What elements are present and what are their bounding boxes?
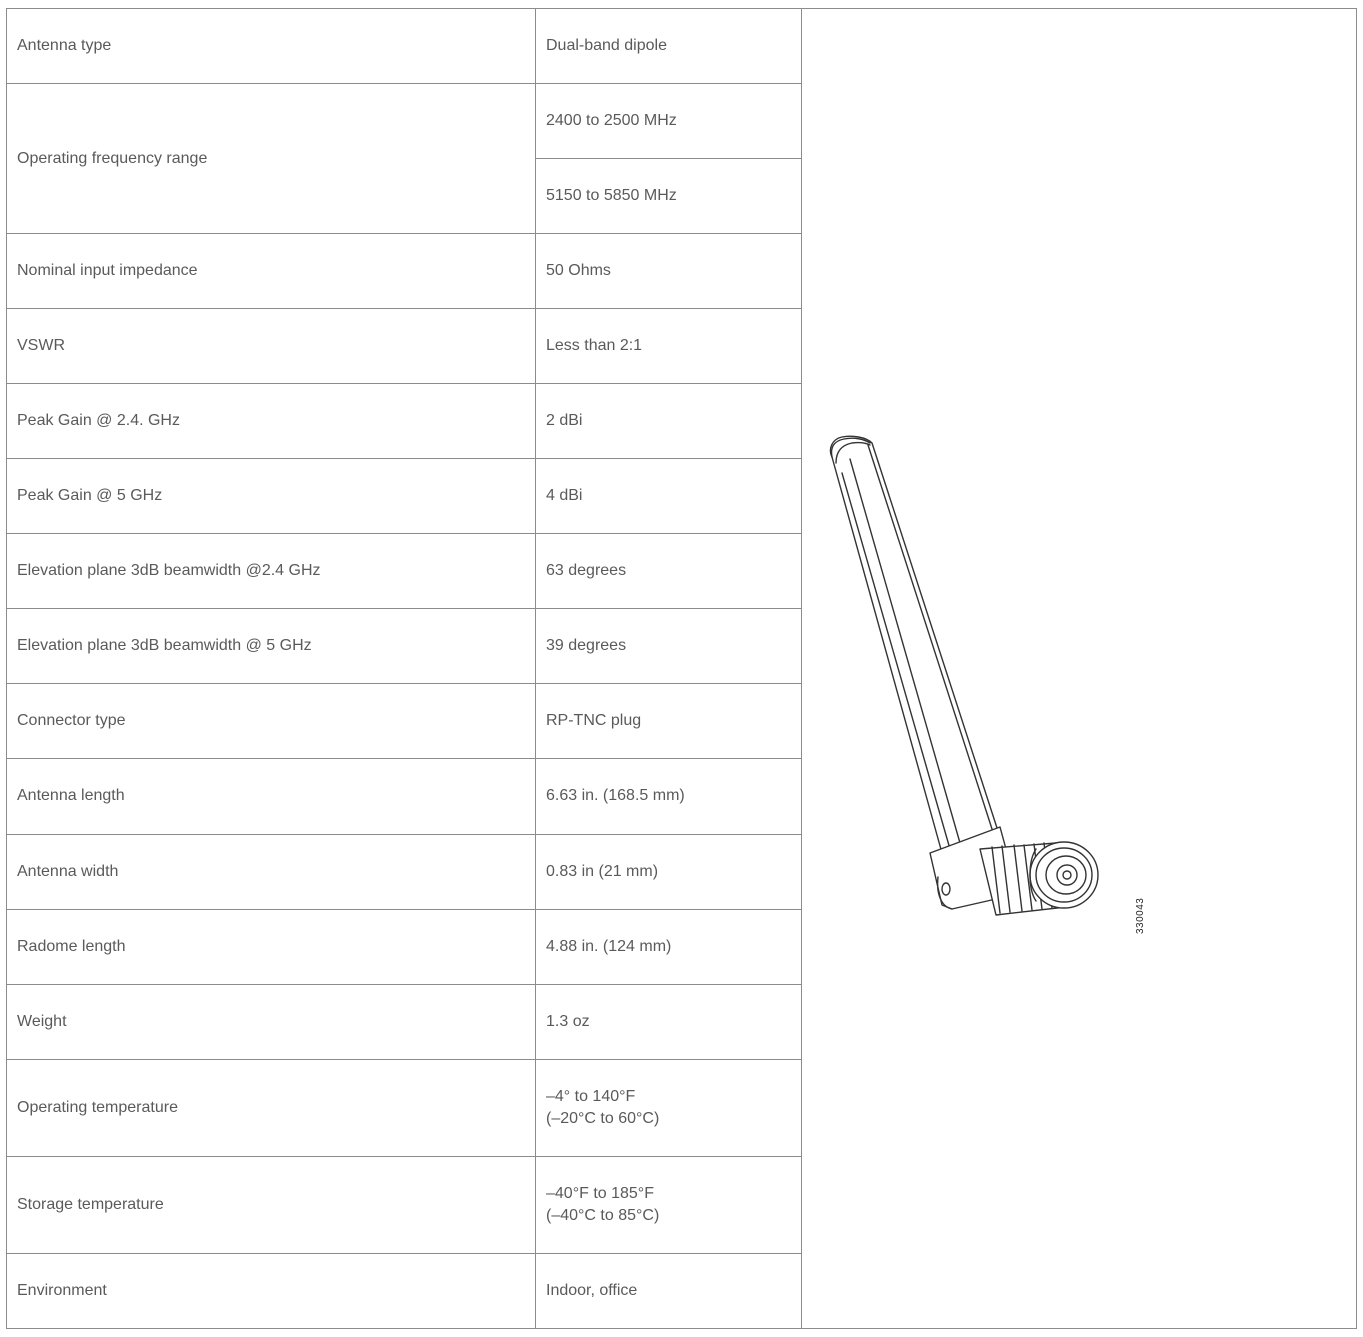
spec-label: Antenna length — [7, 759, 536, 834]
spec-value: 5150 to 5850 MHz — [536, 159, 802, 234]
spec-value: 39 degrees — [536, 609, 802, 684]
spec-value: 4.88 in. (124 mm) — [536, 909, 802, 984]
spec-label: Elevation plane 3dB beamwidth @ 5 GHz — [7, 609, 536, 684]
spec-label: Elevation plane 3dB beamwidth @2.4 GHz — [7, 534, 536, 609]
spec-value: Indoor, office — [536, 1253, 802, 1328]
antenna-spec-table-container — [6, 8, 1356, 1329]
spec-label: Antenna width — [7, 834, 536, 909]
antenna-spec-table — [6, 8, 1357, 1329]
spec-value: 63 degrees — [536, 534, 802, 609]
spec-value: 4 dBi — [536, 459, 802, 534]
spec-value: RP-TNC plug — [536, 684, 802, 759]
figure-id-label: 330043 — [1135, 897, 1146, 934]
spec-value: 50 Ohms — [536, 234, 802, 309]
antenna-illustration — [820, 429, 1146, 969]
spec-value: Less than 2:1 — [536, 309, 802, 384]
spec-value-line: –40°F to 185°F — [546, 1184, 654, 1202]
spec-value: 6.63 in. (168.5 mm) — [536, 759, 802, 834]
spec-value — [536, 1156, 802, 1253]
antenna-image-cell — [802, 9, 1357, 1329]
spec-label: Operating frequency range — [7, 84, 536, 234]
spec-value: Dual-band dipole — [536, 9, 802, 84]
spec-label: Connector type — [7, 684, 536, 759]
spec-label: Nominal input impedance — [7, 234, 536, 309]
spec-label: Weight — [7, 984, 536, 1059]
spec-label: Radome length — [7, 909, 536, 984]
spec-value: 2 dBi — [536, 384, 802, 459]
spec-label: Environment — [7, 1253, 536, 1328]
spec-label: Storage temperature — [7, 1156, 536, 1253]
spec-value: 2400 to 2500 MHz — [536, 84, 802, 159]
spec-value-line: (–20°C to 60°C) — [546, 1109, 660, 1127]
spec-value — [536, 1059, 802, 1156]
spec-label: VSWR — [7, 309, 536, 384]
spec-value-line: (–40°C to 85°C) — [546, 1206, 660, 1224]
spec-label: Operating temperature — [7, 1059, 536, 1156]
spec-label: Peak Gain @ 5 GHz — [7, 459, 536, 534]
dipole-antenna-icon — [820, 429, 1140, 969]
spec-value-line: –4° to 140°F — [546, 1087, 636, 1105]
spec-label: Peak Gain @ 2.4. GHz — [7, 384, 536, 459]
spec-value: 0.83 in (21 mm) — [536, 834, 802, 909]
spec-label: Antenna type — [7, 9, 536, 84]
spec-value: 1.3 oz — [536, 984, 802, 1059]
table-row — [7, 9, 1357, 84]
